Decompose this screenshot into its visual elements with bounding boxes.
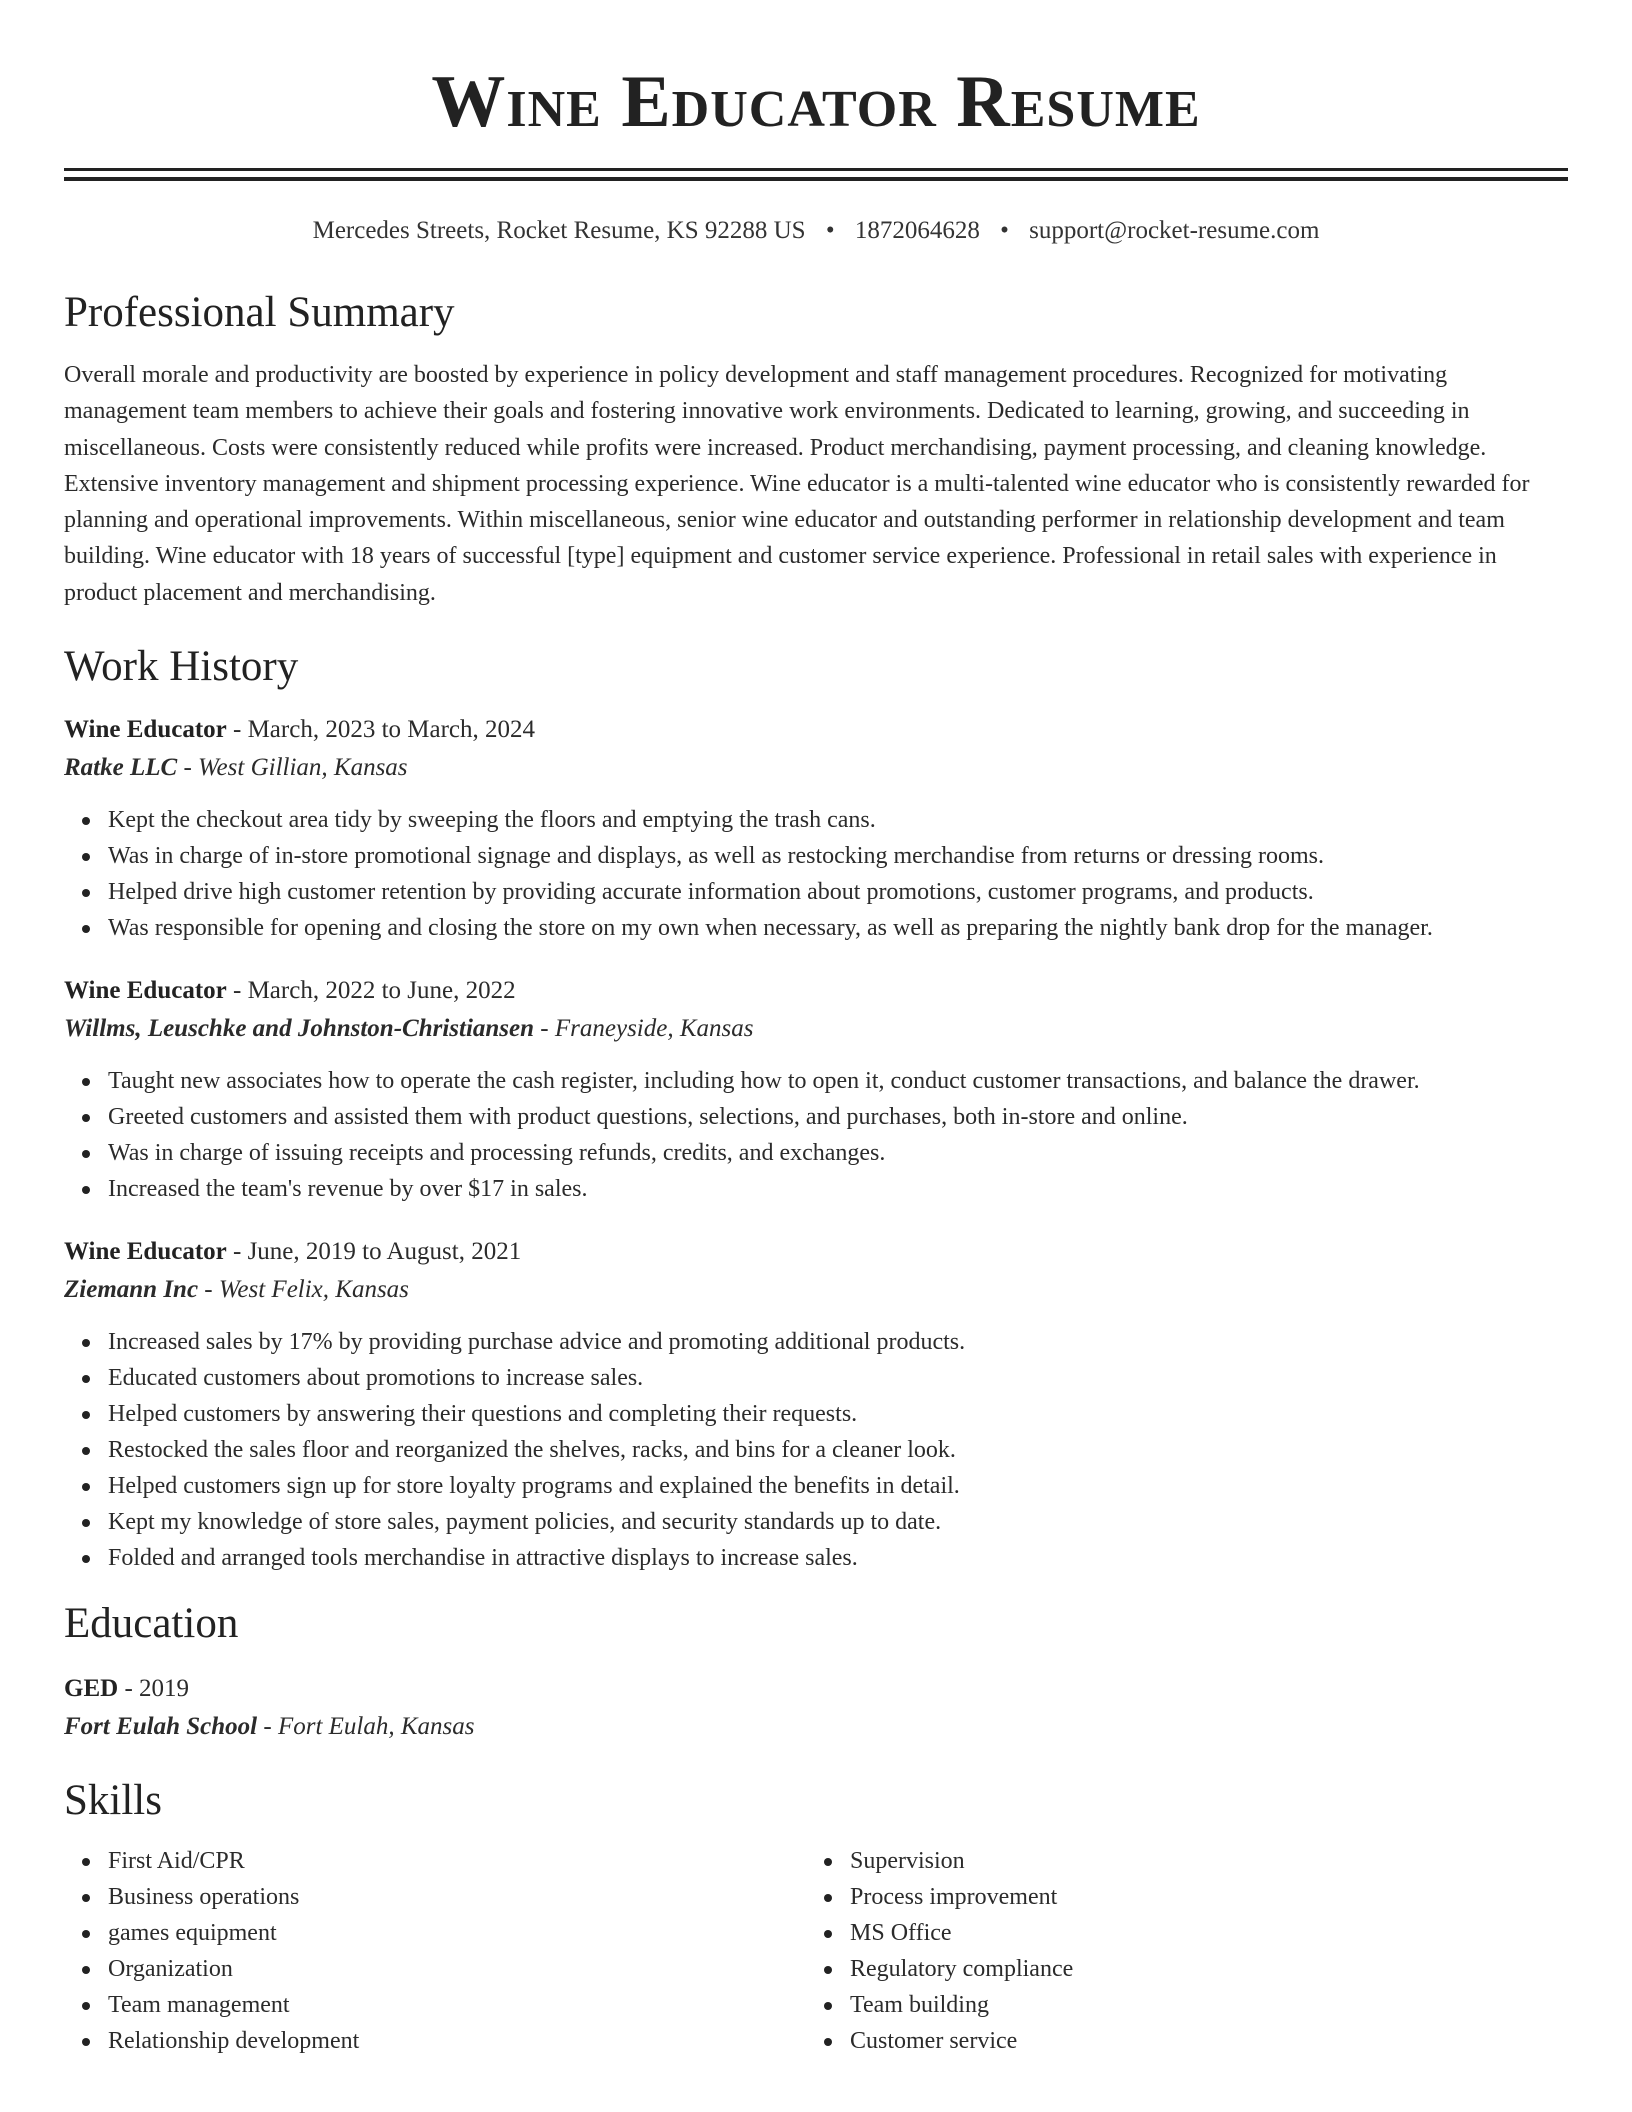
company-location: - West Felix, Kansas [198,1276,409,1304]
job-entry [64,1233,1568,1576]
degree: GED [64,1675,119,1703]
summary-heading: Professional Summary [64,289,455,336]
summary-text: Overall morale and productivity are boosted by experience in policy development and staff management procedures. Recognized for motivating management team members to achieve their goals and fostering innovative work environments. Dedicated to learning, growing, and succeeding in miscellaneous. Costs were consistently reduced while profits were increased. Product merchandising, payment processing, and cleaning knowledge. Extensive inventory management and shipment processing experience. Wine educator is a multi-talented wine educator who is consistently rewarded for planning and operational improvements. Within miscellaneous, senior wine educator and outstanding performer in relationship development and team building. Wine educator with 18 years of successful [type] equipment and customer service experience. Professional in retail sales with experience in product placement and merchandising. [64,362,1530,606]
title-divider-bottom [64,177,1568,181]
company-line [64,1009,1568,1049]
job-dates: - March, 2023 to March, 2024 [226,716,536,744]
skill-item: Business operations [108,1879,806,1915]
company-name: Ziemann Inc [64,1276,199,1304]
skill-item: First Aid/CPR [108,1843,806,1879]
job-dates: - June, 2019 to August, 2021 [226,1238,522,1266]
job-title-line [64,711,1568,748]
list-item: Helped drive high customer retention by providing accurate information about promotions, customer programs, and products. [108,874,1568,910]
skill-item: Process improvement [850,1879,1548,1915]
company-line [64,1270,1568,1310]
job-duties-list [64,1324,1568,1576]
list-item: Was in charge of issuing receipts and processing refunds, credits, and exchanges. [108,1135,1568,1171]
list-item: Was responsible for opening and closing the store on my own when necessary, as well as preparing the nightly bank drop for the manager. [108,910,1568,946]
company-line [64,748,1568,788]
job-entry [64,972,1568,1207]
skill-item: Regulatory compliance [850,1951,1548,1987]
skills-list [806,1843,1548,2059]
list-item: Increased the team's revenue by over $17 in sales. [108,1171,1568,1207]
job-entry [64,711,1568,946]
list-item: Was in charge of in-store promotional signage and displays, as well as restocking merchandise from returns or dressing rooms. [108,838,1568,874]
school-line [64,1707,1568,1747]
contact-address: Mercedes Streets, Rocket Resume, KS 92288 US [312,217,806,244]
job-title: Wine Educator [64,1238,227,1266]
skill-item: Team management [108,1987,806,2023]
resume-title: Wine Educator Resume [431,61,1201,143]
title-divider-top [64,168,1568,171]
job-title: Wine Educator [64,977,227,1005]
work-history-heading: Work History [64,643,299,691]
school-location: - Fort Eulah, Kansas [257,1713,475,1741]
education-entry [64,1670,1568,1747]
skill-item: Team building [850,1987,1548,2023]
list-item: Taught new associates how to operate the cash register, including how to open it, conduct customer transactions, and balance the drawer. [108,1063,1568,1099]
list-item: Helped customers sign up for store loyalty programs and explained the benefits in detail. [108,1468,1568,1504]
list-item: Kept the checkout area tidy by sweeping the floors and emptying the trash cans. [108,802,1568,838]
list-item: Restocked the sales floor and reorganized the shelves, racks, and bins for a cleaner look. [108,1432,1568,1468]
skill-item: Relationship development [108,2023,806,2059]
list-item: Educated customers about promotions to increase sales. [108,1360,1568,1396]
skill-item: games equipment [108,1915,806,1951]
skills-column-left [64,1843,806,2059]
list-item: Increased sales by 17% by providing purchase advice and promoting additional products. [108,1324,1568,1360]
skills-list [64,1843,806,2059]
degree-line [64,1670,1568,1707]
list-item: Helped customers by answering their questions and completing their requests. [108,1396,1568,1432]
company-location: - Franeyside, Kansas [534,1015,754,1043]
job-title: Wine Educator [64,716,227,744]
contact-phone: 1872064628 [854,217,980,244]
skills-columns [64,1843,1568,2059]
job-duties-list [64,1063,1568,1207]
contact-line [64,215,1568,247]
company-location: - West Gillian, Kansas [177,754,408,782]
skills-column-right [806,1843,1548,2059]
job-title-line [64,972,1568,1009]
skill-item: Organization [108,1951,806,1987]
contact-email: support@rocket-resume.com [1029,217,1320,244]
graduation-year: - 2019 [118,1675,190,1703]
list-item: Kept my knowledge of store sales, payment policies, and security standards up to date. [108,1504,1568,1540]
skill-item: Customer service [850,2023,1548,2059]
company-name: Willms, Leuschke and Johnston-Christiansen [64,1015,535,1043]
education-heading: Education [64,1600,239,1648]
skills-heading: Skills [64,1777,162,1825]
skill-item: Supervision [850,1843,1548,1879]
school-name: Fort Eulah School [64,1713,258,1741]
company-name: Ratke LLC [64,754,178,782]
job-dates: - March, 2022 to June, 2022 [226,977,516,1005]
job-title-line [64,1233,1568,1270]
contact-separator: • [1000,217,1009,244]
job-duties-list [64,802,1568,946]
list-item: Greeted customers and assisted them with product questions, selections, and purchases, both in-store and online. [108,1099,1568,1135]
skill-item: MS Office [850,1915,1548,1951]
list-item: Folded and arranged tools merchandise in attractive displays to increase sales. [108,1540,1568,1576]
contact-separator: • [825,217,835,244]
